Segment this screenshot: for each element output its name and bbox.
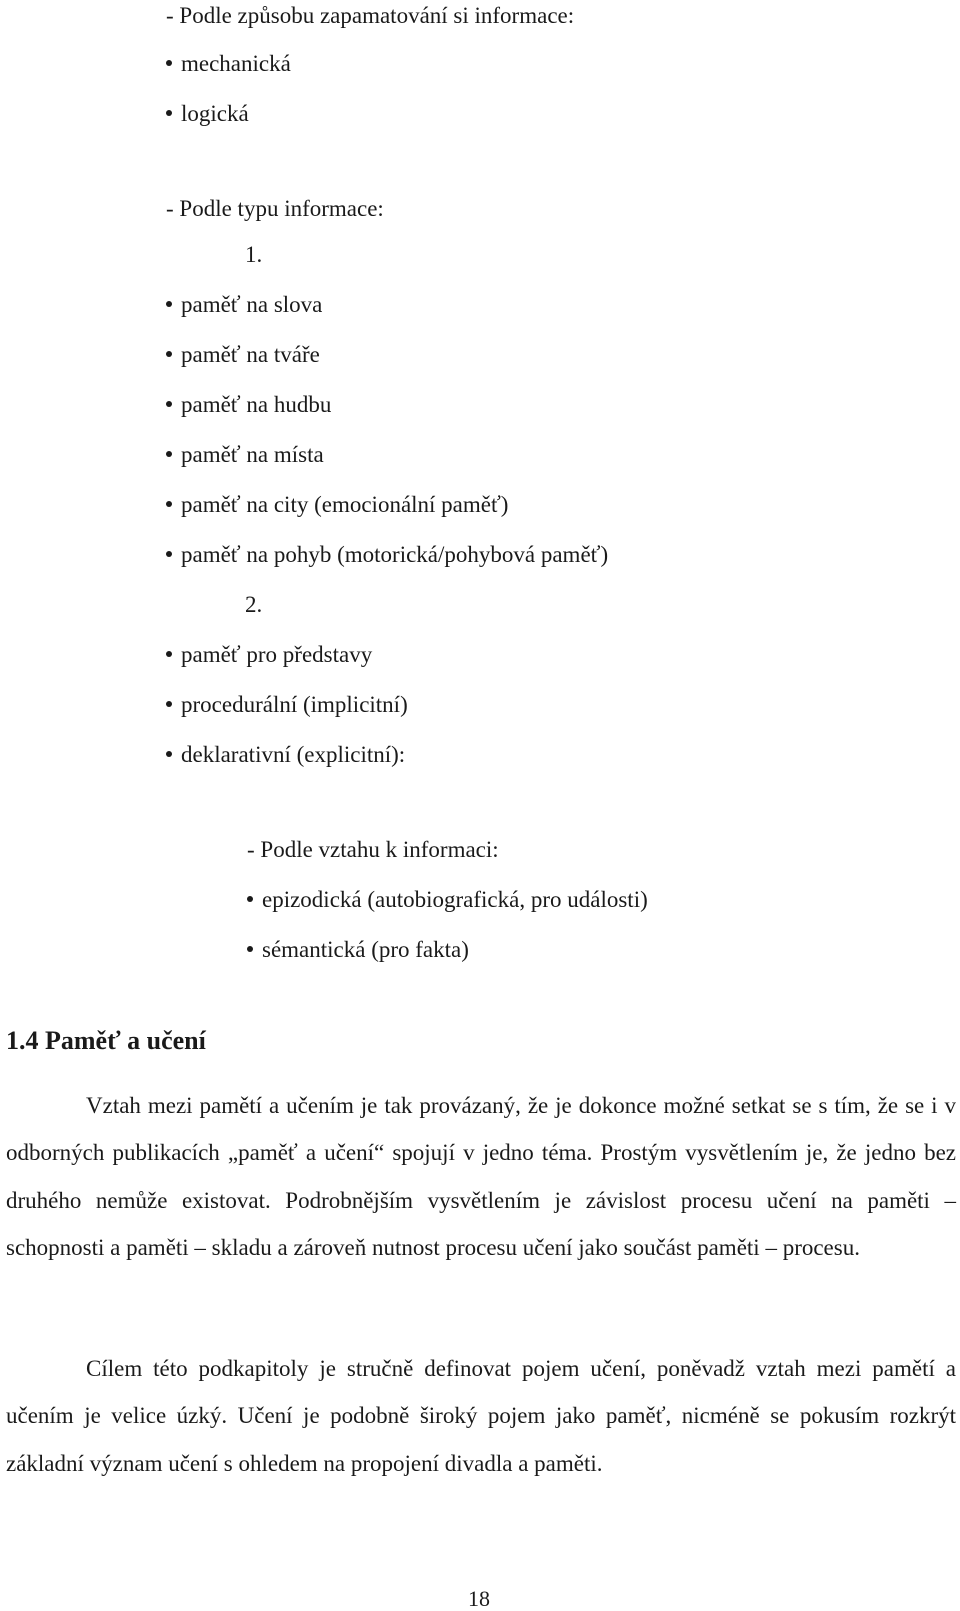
bullet-icon [247,896,253,902]
bullet-icon [166,551,172,557]
paragraph: Cílem této podkapitoly je stručně definovat pojem učení, poněvadž vztah mezi pamětí a učením je velice úzký. Učení je podobně široký pojem jako paměť, nicméně se pokusím rozkrýt základní význam učení s ohledem na propojení divadla a paměti. [6,1356,956,1476]
list-item: sémantická (pro fakta) [247,938,469,961]
bullet-icon [166,451,172,457]
bullet-icon [166,501,172,507]
bullet-icon [166,651,172,657]
bullet-icon [166,351,172,357]
list-item: paměť na slova [166,293,322,316]
list-item: paměť na místa [166,443,324,466]
list-item: paměť na tváře [166,343,320,366]
list-item: mechanická [166,52,291,75]
bullet-icon [166,301,172,307]
list-item: epizodická (autobiografická, pro události) [247,888,648,911]
bullet-icon [166,110,172,116]
bullet-icon [166,751,172,757]
list-item: deklarativní (explicitní): [166,743,405,766]
bullet-icon [247,946,253,952]
group-number: 2. [245,592,263,617]
memorization-heading: - Podle způsobu zapamatování si informace: [166,3,575,28]
chapter-title: 1.4 Paměť a učení [6,1026,206,1055]
page-number: 18 [468,1586,490,1611]
list-item: paměť pro představy [166,643,372,666]
list-item: procedurální (implicitní) [166,693,408,716]
bullet-icon [166,60,172,66]
info-type-heading: - Podle typu informace: [166,196,384,221]
paragraph: Vztah mezi pamětí a učením je tak provázaný, že je dokonce možné setkat se s tím, že se i v odborných publikacích „paměť a učení“ spojují v jedno téma. Prostým vysvětlením je, že jedno bez druhého nemůže existovat. Podrobnějším vysvětlením je závislost procesu učení na paměti – schopnosti a paměti – skladu a zároveň nutnost procesu učení jako součást paměti – procesu. [6,1093,956,1260]
bullet-icon [166,401,172,407]
bullet-icon [166,701,172,707]
relation-heading: - Podle vztahu k informaci: [247,837,499,862]
list-item: logická [166,102,249,125]
group-number: 1. [245,242,263,267]
list-item: paměť na city (emocionální paměť) [166,493,508,516]
list-item: paměť na hudbu [166,393,331,416]
list-item: paměť na pohyb (motorická/pohybová paměť) [166,543,608,566]
